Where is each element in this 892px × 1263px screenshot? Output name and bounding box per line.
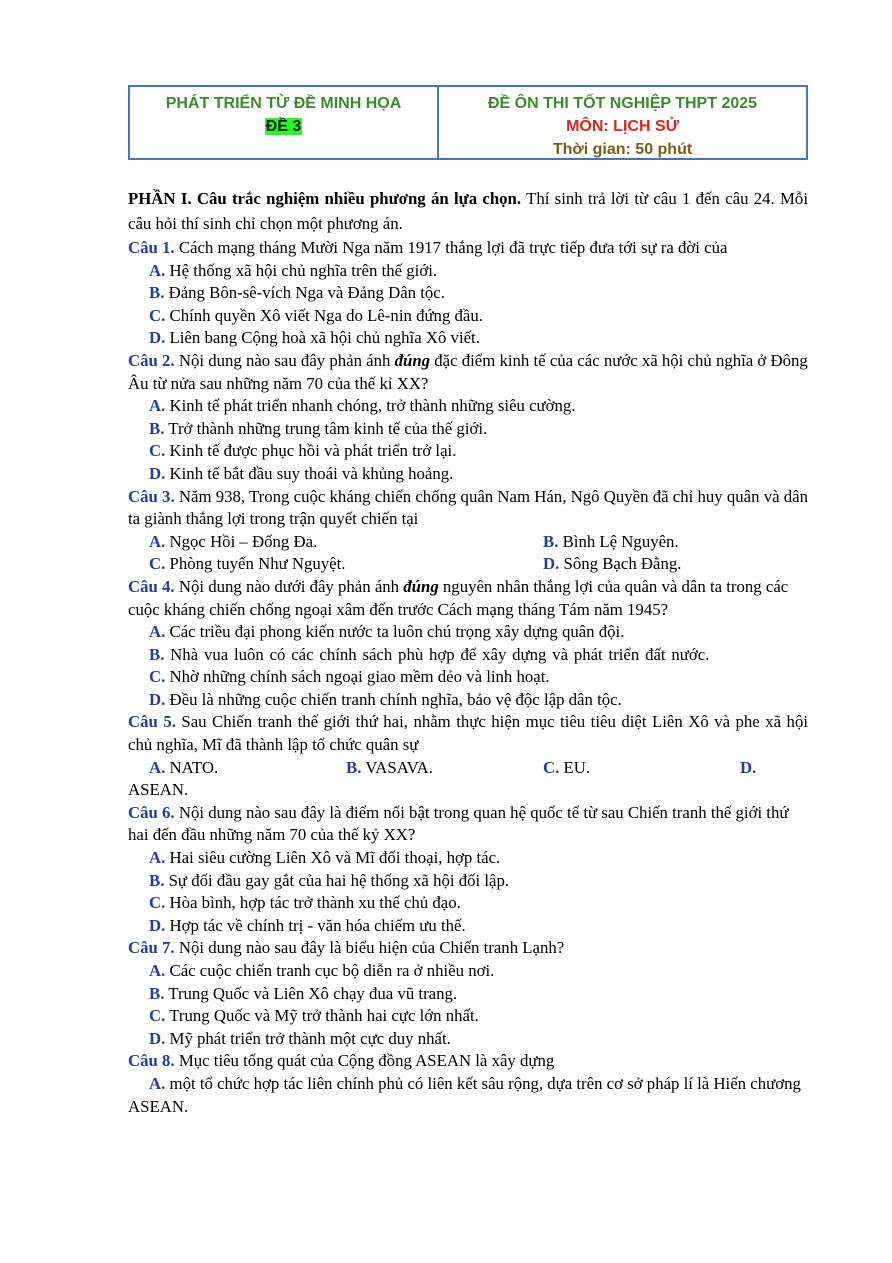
exam-header-table [128,85,808,160]
option-text: Kinh tế được phục hồi và phát triển trở lại. [165,441,457,461]
option-letter: B. [149,418,165,438]
question-7 [128,937,808,1050]
option-d[interactable] [128,463,808,486]
question-text-cont: nguyên nhân thắng lợi của quân và dân ta trong các cuộc kháng chiến chống ngoại xâm đến trước Cách mạng tháng Tám năm 1945? [128,576,789,619]
option-letter: B. [346,757,362,777]
option-c[interactable] [128,440,808,463]
header-right-cell [439,87,806,158]
question-text: Năm 938, Trong cuộc kháng chiến chống quân Nam Hán, Ngô Quyền đã chỉ huy quân và dân ta giành thắng lợi trong trận quyết chiến tại [128,486,808,529]
option-a[interactable] [128,260,808,283]
option-letter: A. [149,622,166,642]
option-letter: A. [149,757,166,777]
question-label: Câu 8. [128,1051,175,1071]
option-a[interactable] [128,395,808,418]
question-1 [128,237,808,350]
option-text: Bình Lệ Nguyên. [558,531,679,551]
option-text: Phòng tuyến Như Nguyệt. [165,554,346,574]
option-letter: B. [149,983,165,1003]
exam-title: ĐỀ ÔN THI TỐT NGHIỆP THPT 2025 [487,95,758,112]
option-letter: C. [149,441,166,461]
option-c[interactable] [128,892,808,915]
option-text: Hệ thống xã hội chủ nghĩa trên thế giới. [165,260,438,280]
question-3 [128,486,808,576]
question-text: Nội dung nào sau đây là điểm nổi bật trong quan hệ quốc tế từ sau Chiến tranh thế giới thứ hai đến đầu những năm 70 của thế kỷ XX? [128,802,789,845]
question-text: Sau Chiến tranh thế giới thứ hai, nhằm thực hiện mục tiêu tiêu diệt Liên Xô và phe xã hội chủ nghĩa, Mĩ đã thành lập tổ chức quân sự [128,712,808,755]
option-a[interactable] [128,1073,808,1118]
option-c[interactable] [128,305,808,328]
option-letter: C. [149,554,166,574]
option-b[interactable] [128,418,808,441]
option-letter: D. [149,328,166,348]
question-text: Nội dung nào sau đây là biểu hiện của Chiến tranh Lạnh? [174,938,565,958]
option-letter: C. [149,1006,166,1026]
option-text: Sự đối đầu gay gắt của hai hệ thống xã hội đối lập. [164,870,510,890]
question-text-cont: đặc điểm kinh tế của các nước xã hội chủ nghĩa ở Đông Âu từ nửa sau những năm 70 của thế kỉ XX? [128,350,808,393]
option-c[interactable] [128,1005,808,1028]
question-text: Nội dung nào sau đây phản ánh [174,350,395,370]
option-text: Đều là những cuộc chiến tranh chính nghĩa, bảo vệ độc lập dân tộc. [165,689,622,709]
option-letter: A. [149,531,166,551]
option-a[interactable] [128,960,808,983]
option-letter: C. [149,667,166,687]
option-letter: A. [149,260,166,280]
option-b[interactable] [346,757,543,780]
option-letter: C. [149,893,166,913]
option-d-text[interactable]: ASEAN. [128,780,189,800]
option-text: Kinh tế phát triển nhanh chóng, trở thành những siêu cường. [165,396,576,416]
option-text: Liên bang Cộng hoà xã hội chủ nghĩa Xô viết. [165,328,480,348]
question-text: Mục tiêu tổng quát của Cộng đồng ASEAN là xây dựng [174,1051,555,1071]
option-b[interactable] [128,644,808,667]
option-c[interactable] [128,666,808,689]
question-5 [128,711,808,801]
option-letter: B. [149,283,165,303]
option-a[interactable] [128,621,808,644]
option-text: Trung Quốc và Mỹ trở thành hai cực lớn nhất. [165,1006,479,1026]
option-text: Đảng Bôn-sê-vích Nga và Đảng Dân tộc. [164,283,445,303]
option-text: Hợp tác về chính trị - văn hóa chiếm ưu thế. [165,915,466,935]
option-c[interactable] [149,553,543,576]
option-letter: D. [149,1028,166,1048]
option-letter: B. [543,531,559,551]
option-text: NATO. [165,757,219,777]
option-d[interactable] [128,327,808,350]
question-label: Câu 1. [128,238,175,257]
option-letter: D. [543,554,560,574]
part-title: PHẦN I. Câu trắc nghiệm nhiều phương án lựa chọn. [128,189,522,208]
option-text: Ngọc Hồi – Đống Đa. [165,531,318,551]
option-b[interactable] [128,282,808,305]
option-text: một tổ chức hợp tác liên chính phủ có liên kết sâu rộng, dựa trên cơ sở pháp lí là Hiến chương ASEAN. [128,1073,801,1116]
question-2 [128,350,808,486]
question-label: Câu 2. [128,350,175,370]
option-letter: D. [149,689,166,709]
option-a[interactable] [149,757,346,780]
option-letter: D. [149,915,166,935]
question-4 [128,576,808,712]
time-limit-label: Thời gian: 50 phút [552,141,693,158]
option-b[interactable] [543,531,679,554]
option-letter: C. [149,305,166,325]
option-text: Hai siêu cường Liên Xô và Mĩ đối thoại, hợp tác. [165,848,501,868]
option-text: Kinh tế bắt đầu suy thoái và khủng hoảng. [165,463,454,483]
option-c[interactable] [543,757,740,780]
exam-number-label: ĐỀ 3 [265,118,302,135]
option-letter: D. [149,463,166,483]
option-letter: C. [543,757,560,777]
question-8 [128,1050,808,1118]
question-text: Nội dung nào dưới đây phản ánh [174,576,404,596]
option-d-letter[interactable] [740,757,756,780]
option-text: Trở thành những trung tâm kinh tế của thế giới. [164,418,488,438]
option-letter: A. [149,848,166,868]
option-d[interactable] [543,553,681,576]
option-letter: A. [149,1073,166,1093]
option-letter: A. [149,396,166,416]
question-text: Cách mạng tháng Mười Nga năm 1917 thắng lợi đã trực tiếp đưa tới sự ra đời của [174,238,728,257]
option-letter: B. [149,870,165,890]
question-label: Câu 3. [128,486,175,506]
option-d[interactable] [128,915,808,938]
emphasis-word: đúng [403,576,439,596]
option-text: Sông Bạch Đằng. [559,554,682,574]
option-text: Các triều đại phong kiến nước ta luôn chú trọng xây dựng quân đội. [165,622,625,642]
header-left-cell [130,87,439,158]
option-text: Chính quyền Xô viết Nga do Lê-nin đứng đầu. [165,305,483,325]
option-text: Mỹ phát triển trở thành một cực duy nhất. [165,1028,451,1048]
question-label: Câu 4. [128,576,175,596]
emphasis-word: đúng [394,350,431,370]
part-instruction: Thí sinh trả lời từ câu 1 đến câu 24. Mỗi câu hỏi thí sinh chỉ chọn một phương án. [128,189,808,233]
option-a[interactable] [149,531,543,554]
question-label: Câu 6. [128,802,175,822]
option-text: Nhờ những chính sách ngoại giao mềm dẻo và linh hoạt. [165,667,550,687]
question-label: Câu 5. [128,712,176,732]
header-source-title: PHÁT TRIỂN TỪ ĐỀ MINH HỌA [165,95,402,112]
question-6 [128,802,808,938]
option-d[interactable] [128,689,808,712]
option-b[interactable] [128,870,808,893]
question-label: Câu 7. [128,938,175,958]
part-intro [128,186,808,236]
option-letter: B. [149,644,165,664]
option-b[interactable] [128,983,808,1006]
option-a[interactable] [128,847,808,870]
option-text: Nhà vua luôn có các chính sách phù hợp để xây dựng và phát triển đất nước. [164,644,710,664]
option-text: VASAVA. [361,757,433,777]
option-text: Các cuộc chiến tranh cục bộ diễn ra ở nhiều nơi. [165,961,495,980]
option-text: EU. [559,757,591,777]
option-letter: D. [740,757,757,777]
option-text: Hòa bình, hợp tác trở thành xu thế chủ đạo. [165,893,461,913]
option-d[interactable] [128,1028,808,1051]
option-letter: A. [149,961,166,980]
subject-label: MÔN: LỊCH SỬ [566,118,679,135]
exam-content [128,186,808,1118]
option-text: Trung Quốc và Liên Xô chạy đua vũ trang. [164,983,458,1003]
